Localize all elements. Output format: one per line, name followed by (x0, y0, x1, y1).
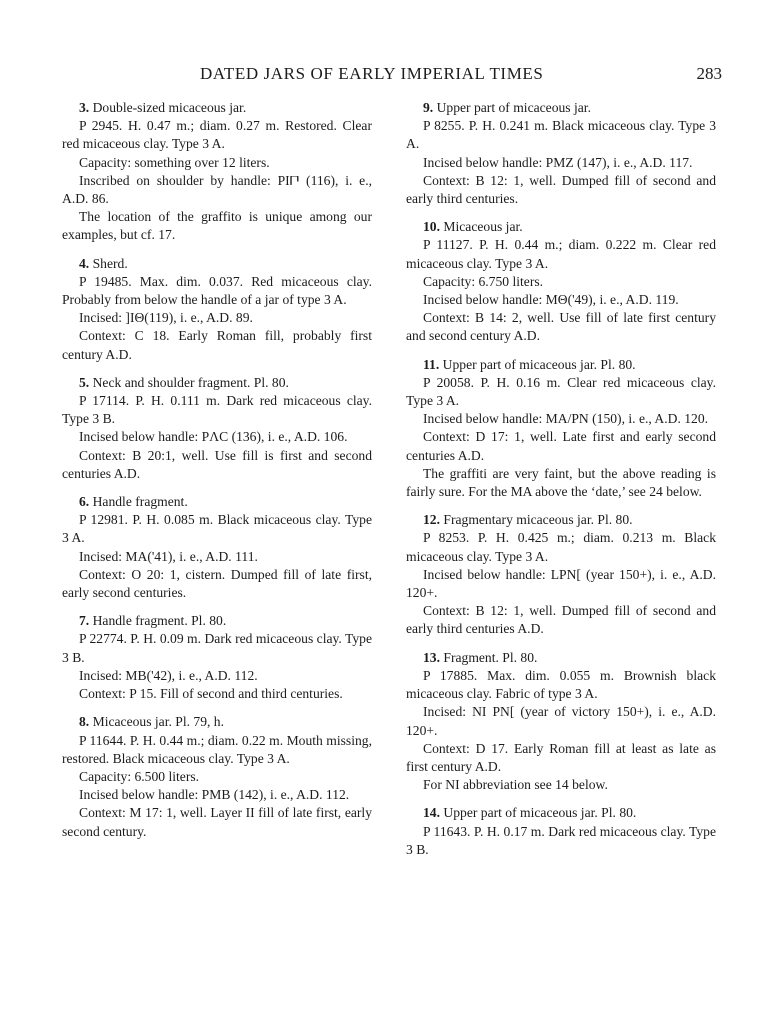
entry-number: 12. (423, 512, 440, 528)
entry-number: 10. (423, 219, 440, 235)
entry-paragraph: The graffiti are very faint, but the above reading is fairly sure. For the MA above the ‘date,’ see 24 below. (406, 465, 716, 500)
entry-paragraph: P 17114. P. H. 0.111 m. Dark red micaceous clay. Type 3 B. (62, 393, 372, 427)
entry-paragraph: Incised below handle: MΘ('49), i. e., A.D. 119. (423, 292, 679, 308)
catalog-entry (406, 804, 716, 859)
page-number: 283 (696, 64, 722, 83)
entry-paragraph: Capacity: 6.750 liters. (423, 273, 544, 289)
entry-title: Neck and shoulder fragment. Pl. 80. (92, 374, 289, 390)
entry-paragraph: Incised: ]IΘ(119), i. e., A.D. 89. (79, 310, 253, 326)
entry-paragraph: Context: B 12: 1, well. Dumped fill of second and early third centuries A.D. (406, 603, 716, 637)
entry-paragraph: Incised: NI PN[ (year of victory 150+), i. e., A.D. 120+. (406, 704, 716, 738)
entry-heading (62, 493, 372, 511)
entry-heading (62, 374, 372, 392)
entry-heading (62, 99, 372, 117)
entry-paragraph: Incised: MB('42), i. e., A.D. 112. (79, 667, 258, 683)
entry-paragraph: Incised below handle: PMB (142), i. e., A.D. 112. (79, 787, 350, 803)
entry-heading (406, 511, 716, 529)
entry-title: Micaceous jar. Pl. 79, h. (92, 714, 224, 730)
entry-heading (62, 612, 372, 630)
entry-paragraph: Capacity: something over 12 liters. (79, 154, 270, 170)
entry-paragraph: Context: M 17: 1, well. Layer II fill of late first, early second century. (62, 805, 372, 839)
entry-number: 11. (423, 356, 440, 372)
catalog-entry (62, 713, 372, 840)
catalog-entry (62, 493, 372, 602)
entry-title: Micaceous jar. (443, 219, 523, 235)
entry-number: 5. (79, 374, 90, 390)
catalog-entry (62, 255, 372, 364)
entry-paragraph: Context: D 17: 1, well. Late first and early second centuries A.D. (406, 429, 716, 463)
entry-heading (406, 99, 716, 117)
entry-number: 8. (79, 714, 90, 730)
entry-paragraph: Context: B 20:1, well. Use fill is first and second centuries A.D. (62, 447, 372, 481)
entry-heading (62, 255, 372, 273)
entry-paragraph: Inscribed on shoulder by handle: PI𐅃 (116), i. e., A.D. 86. (62, 172, 372, 207)
entry-number: 3. (79, 100, 90, 115)
catalog-entry (62, 612, 372, 703)
running-head: DATED JARS OF EARLY IMPERIAL TIMES (200, 64, 544, 83)
entry-heading (406, 356, 716, 374)
entry-number: 13. (423, 649, 440, 665)
entry-number: 7. (79, 613, 90, 629)
right-column (406, 99, 716, 869)
entry-title: Sherd. (92, 255, 128, 271)
entry-title: Handle fragment. Pl. 80. (92, 613, 227, 629)
entry-paragraph: P 20058. P. H. 0.16 m. Clear red micaceous clay. Type 3 A. (406, 374, 716, 409)
entry-number: 14. (423, 805, 440, 821)
page-header (62, 64, 722, 88)
entry-paragraph: Context: O 20: 1, cistern. Dumped fill of late first, early second centuries. (62, 566, 372, 601)
entry-paragraph: Context: P 15. Fill of second and third centuries. (79, 686, 343, 702)
entry-paragraph: Incised below handle: PMZ (147), i. e., A.D. 117. (423, 154, 693, 170)
entry-title: Handle fragment. (92, 494, 188, 510)
entry-paragraph: P 17885. Max. dim. 0.055 m. Brownish black micaceous clay. Fabric of type 3 A. (406, 667, 716, 702)
entry-paragraph: P 11644. P. H. 0.44 m.; diam. 0.22 m. Mouth missing, restored. Black micaceous clay. Type 3 A. (62, 732, 372, 766)
catalog-entry (406, 99, 716, 208)
catalog-entry (62, 99, 372, 245)
entry-number: 6. (79, 494, 90, 510)
entry-paragraph: P 11127. P. H. 0.44 m.; diam. 0.222 m. Clear red micaceous clay. Type 3 A. (406, 237, 716, 271)
entry-paragraph: P 8253. P. H. 0.425 m.; diam. 0.213 m. Black micaceous clay. Type 3 A. (406, 530, 716, 564)
entry-paragraph: P 8255. P. H. 0.241 m. Black micaceous clay. Type 3 A. (406, 118, 716, 152)
entry-paragraph: P 11643. P. H. 0.17 m. Dark red micaceous clay. Type 3 B. (406, 823, 716, 857)
entry-heading (406, 218, 716, 236)
entry-title: Upper part of micaceous jar. Pl. 80. (443, 805, 637, 821)
entry-title: Double-sized micaceous jar. (92, 100, 247, 115)
entry-paragraph: P 22774. P. H. 0.09 m. Dark red micaceous clay. Type 3 B. (62, 631, 372, 665)
entry-title: Fragmentary micaceous jar. Pl. 80. (443, 512, 633, 528)
entry-paragraph: P 19485. Max. dim. 0.037. Red micaceous clay. Probably from below the handle of a jar of type 3 A. (62, 273, 372, 308)
left-column (62, 99, 372, 851)
entry-paragraph: Incised: MA('41), i. e., A.D. 111. (79, 548, 258, 564)
entry-heading (406, 649, 716, 667)
catalog-entry (406, 511, 716, 638)
entry-paragraph: P 12981. P. H. 0.085 m. Black micaceous clay. Type 3 A. (62, 512, 372, 546)
entry-paragraph: The location of the graffito is unique among our examples, but cf. 17. (62, 209, 372, 243)
entry-paragraph: P 2945. H. 0.47 m.; diam. 0.27 m. Restored. Clear red micaceous clay. Type 3 A. (62, 118, 372, 152)
entry-paragraph: Context: D 17. Early Roman fill at least as late as first century A.D. (406, 740, 716, 774)
catalog-entry (406, 649, 716, 795)
entry-paragraph: Context: B 14: 2, well. Use fill of late first century and second century A.D. (406, 310, 716, 344)
catalog-entry (406, 356, 716, 502)
entry-paragraph: For NI abbreviation see 14 below. (423, 777, 608, 793)
entry-paragraph: Context: C 18. Early Roman fill, probably first century A.D. (62, 328, 372, 362)
entry-paragraph: Incised below handle: PΛC (136), i. e., A.D. 106. (79, 429, 348, 445)
entry-heading (62, 713, 372, 731)
entry-title: Upper part of micaceous jar. Pl. 80. (442, 356, 636, 372)
entry-paragraph: Incised below handle: MA/PN (150), i. e., A.D. 120. (423, 411, 709, 427)
entry-paragraph: Context: B 12: 1, well. Dumped fill of second and early third centuries. (406, 172, 716, 207)
entry-title: Upper part of micaceous jar. (436, 100, 591, 115)
entry-title: Fragment. Pl. 80. (443, 649, 538, 665)
catalog-entry (62, 374, 372, 483)
catalog-entry (406, 218, 716, 345)
entry-paragraph: Incised below handle: LPN[ (year 150+), i. e., A.D. 120+. (406, 566, 716, 601)
entry-heading (406, 804, 716, 822)
entry-number: 9. (423, 100, 434, 115)
entry-number: 4. (79, 255, 90, 271)
entry-paragraph: Capacity: 6.500 liters. (79, 768, 200, 784)
